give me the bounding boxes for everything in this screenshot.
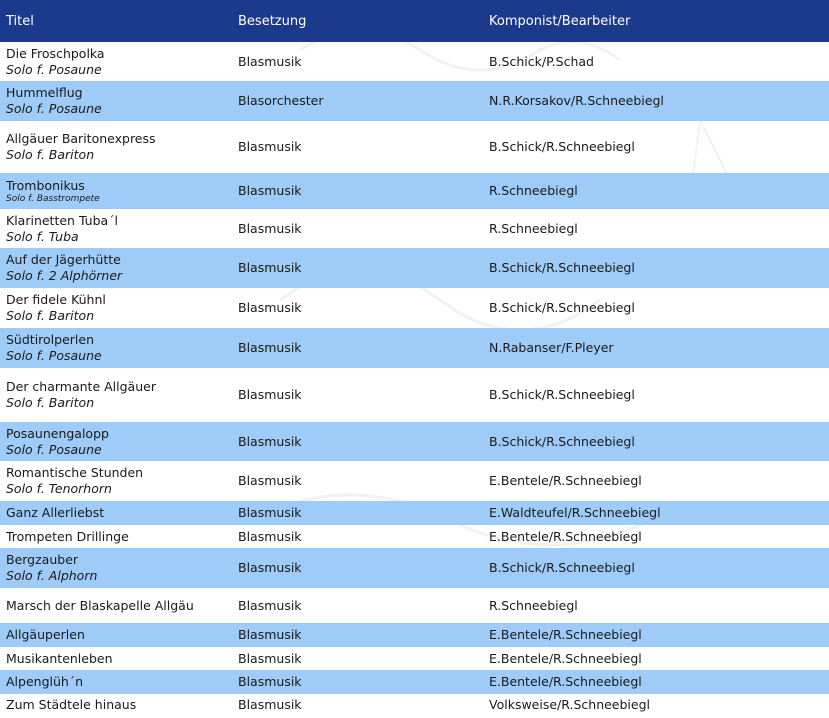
- table-row: [0, 328, 829, 368]
- solo-instrument: Solo f. Bariton: [6, 308, 95, 323]
- song-title: Musikantenleben: [6, 650, 113, 666]
- cell-komponist: E.Waldteufel/R.Schneebiegl: [489, 505, 661, 520]
- table-row: [0, 647, 829, 670]
- cell-komponist: E.Bentele/R.Schneebiegl: [489, 528, 642, 544]
- table-row: [0, 525, 829, 548]
- cell-besetzung: Blasmusik: [238, 220, 302, 236]
- cell-titel: [0, 461, 235, 501]
- table-row: [0, 422, 829, 461]
- solo-instrument: Solo f. Posaune: [6, 101, 102, 116]
- table-row: [0, 588, 829, 623]
- cell-titel: [0, 209, 235, 248]
- cell-titel: [0, 328, 235, 368]
- cell-besetzung: Blasmusik: [238, 387, 302, 402]
- cell-komponist: E.Bentele/R.Schneebiegl: [489, 650, 642, 666]
- table-row: [0, 42, 829, 81]
- song-title: Bergzauber: [6, 552, 79, 567]
- table-row: [0, 173, 829, 209]
- table-header-row: [0, 0, 829, 42]
- cell-besetzung: Blasmusik: [238, 473, 302, 488]
- cell-komponist: B.Schick/R.Schneebiegl: [489, 433, 635, 449]
- cell-besetzung: Blasmusik: [238, 53, 302, 69]
- song-title: Allgäuperlen: [6, 627, 85, 642]
- solo-instrument: Solo f. Tenorhorn: [6, 481, 112, 496]
- table-row: [0, 670, 829, 694]
- solo-instrument: Solo f. Posaune: [6, 61, 102, 77]
- solo-instrument: Solo f. Bariton: [6, 147, 95, 162]
- cell-titel: [0, 588, 235, 623]
- cell-komponist: R.Schneebiegl: [489, 220, 578, 236]
- song-title: Alpenglüh´n: [6, 674, 83, 689]
- cell-komponist: N.R.Korsakov/R.Schneebiegl: [489, 93, 664, 108]
- cell-komponist: E.Bentele/R.Schneebiegl: [489, 674, 642, 689]
- cell-besetzung: Blasmusik: [238, 627, 302, 642]
- table-row: [0, 623, 829, 647]
- table-row: [0, 209, 829, 248]
- song-title: Marsch der Blaskapelle Allgäu: [6, 597, 194, 613]
- table-row: [0, 368, 829, 422]
- song-title: Trompeten Drillinge: [6, 528, 129, 544]
- song-title: Trombonikus: [6, 177, 85, 193]
- song-title: Zum Städtele hinaus: [6, 697, 137, 712]
- cell-komponist: R.Schneebiegl: [489, 183, 578, 198]
- song-title: Südtirolperlen: [6, 332, 95, 347]
- cell-besetzung: Blasmusik: [238, 697, 302, 712]
- cell-titel: [0, 173, 235, 209]
- table-row: [0, 548, 829, 588]
- song-title: Die Froschpolka: [6, 45, 105, 61]
- solo-instrument: Solo f. Posaune: [6, 348, 102, 363]
- header-titel[interactable]: Titel: [6, 13, 34, 29]
- song-title: Romantische Stunden: [6, 465, 144, 480]
- cell-titel: [0, 81, 235, 121]
- cell-besetzung: Blasmusik: [238, 183, 302, 198]
- cell-besetzung: Blasmusik: [238, 650, 302, 666]
- cell-besetzung: Blasmusik: [238, 139, 302, 154]
- cell-titel: [0, 288, 235, 328]
- cell-titel: [0, 248, 235, 288]
- cell-titel: [0, 121, 235, 173]
- cell-komponist: E.Bentele/R.Schneebiegl: [489, 627, 642, 642]
- cell-komponist: B.Schick/R.Schneebiegl: [489, 260, 635, 275]
- table-row: [0, 248, 829, 288]
- cell-titel: [0, 368, 235, 422]
- cell-titel: [0, 42, 235, 81]
- cell-komponist: B.Schick/R.Schneebiegl: [489, 139, 635, 154]
- song-title: Auf der Jägerhütte: [6, 252, 121, 267]
- song-title: Allgäuer Baritonexpress: [6, 131, 156, 146]
- cell-komponist: R.Schneebiegl: [489, 597, 578, 613]
- cell-besetzung: Blasmusik: [238, 674, 302, 689]
- cell-titel: [0, 647, 235, 670]
- table-row: [0, 81, 829, 121]
- cell-titel: [0, 422, 235, 461]
- solo-instrument: Solo f. Posaune: [6, 441, 102, 457]
- cell-titel: [0, 525, 235, 548]
- cell-komponist: B.Schick/R.Schneebiegl: [489, 560, 635, 575]
- cell-besetzung: Blasmusik: [238, 433, 302, 449]
- solo-instrument: Solo f. Bariton: [6, 395, 95, 410]
- table-row: [0, 288, 829, 328]
- solo-instrument: Solo f. 2 Alphörner: [6, 268, 123, 283]
- cell-komponist: B.Schick/R.Schneebiegl: [489, 387, 635, 402]
- header-besetzung[interactable]: Besetzung: [238, 13, 307, 29]
- header-komponist[interactable]: Komponist/Bearbeiter: [489, 13, 631, 29]
- cell-titel: [0, 694, 235, 716]
- cell-besetzung: Blasorchester: [238, 93, 324, 108]
- cell-besetzung: Blasmusik: [238, 560, 302, 575]
- table-row: [0, 121, 829, 173]
- cell-besetzung: Blasmusik: [238, 300, 302, 315]
- song-title: Klarinetten Tuba´l: [6, 212, 118, 228]
- solo-instrument: Solo f. Tuba: [6, 228, 79, 244]
- cell-besetzung: Blasmusik: [238, 597, 302, 613]
- song-title: Der fidele Kühnl: [6, 292, 106, 307]
- cell-titel: [0, 623, 235, 647]
- cell-titel: [0, 670, 235, 694]
- song-title: Hummelflug: [6, 85, 83, 100]
- cell-besetzung: Blasmusik: [238, 528, 302, 544]
- song-title: Ganz Allerliebst: [6, 505, 105, 520]
- song-title: Der charmante Allgäuer: [6, 379, 156, 394]
- cell-titel: [0, 501, 235, 525]
- cell-besetzung: Blasmusik: [238, 505, 302, 520]
- table-row: [0, 694, 829, 716]
- cell-komponist: B.Schick/R.Schneebiegl: [489, 300, 635, 315]
- cell-komponist: E.Bentele/R.Schneebiegl: [489, 473, 642, 488]
- table-row: [0, 461, 829, 501]
- cell-besetzung: Blasmusik: [238, 260, 302, 275]
- cell-komponist: N.Rabanser/F.Pleyer: [489, 340, 614, 355]
- cell-komponist: B.Schick/P.Schad: [489, 53, 594, 69]
- solo-instrument: Solo f. Basstrompete: [6, 193, 100, 204]
- cell-titel: [0, 548, 235, 588]
- cell-besetzung: Blasmusik: [238, 340, 302, 355]
- solo-instrument: Solo f. Alphorn: [6, 568, 98, 583]
- cell-komponist: Volksweise/R.Schneebiegl: [489, 697, 651, 712]
- song-title: Posaunengalopp: [6, 425, 109, 441]
- table-row: [0, 501, 829, 525]
